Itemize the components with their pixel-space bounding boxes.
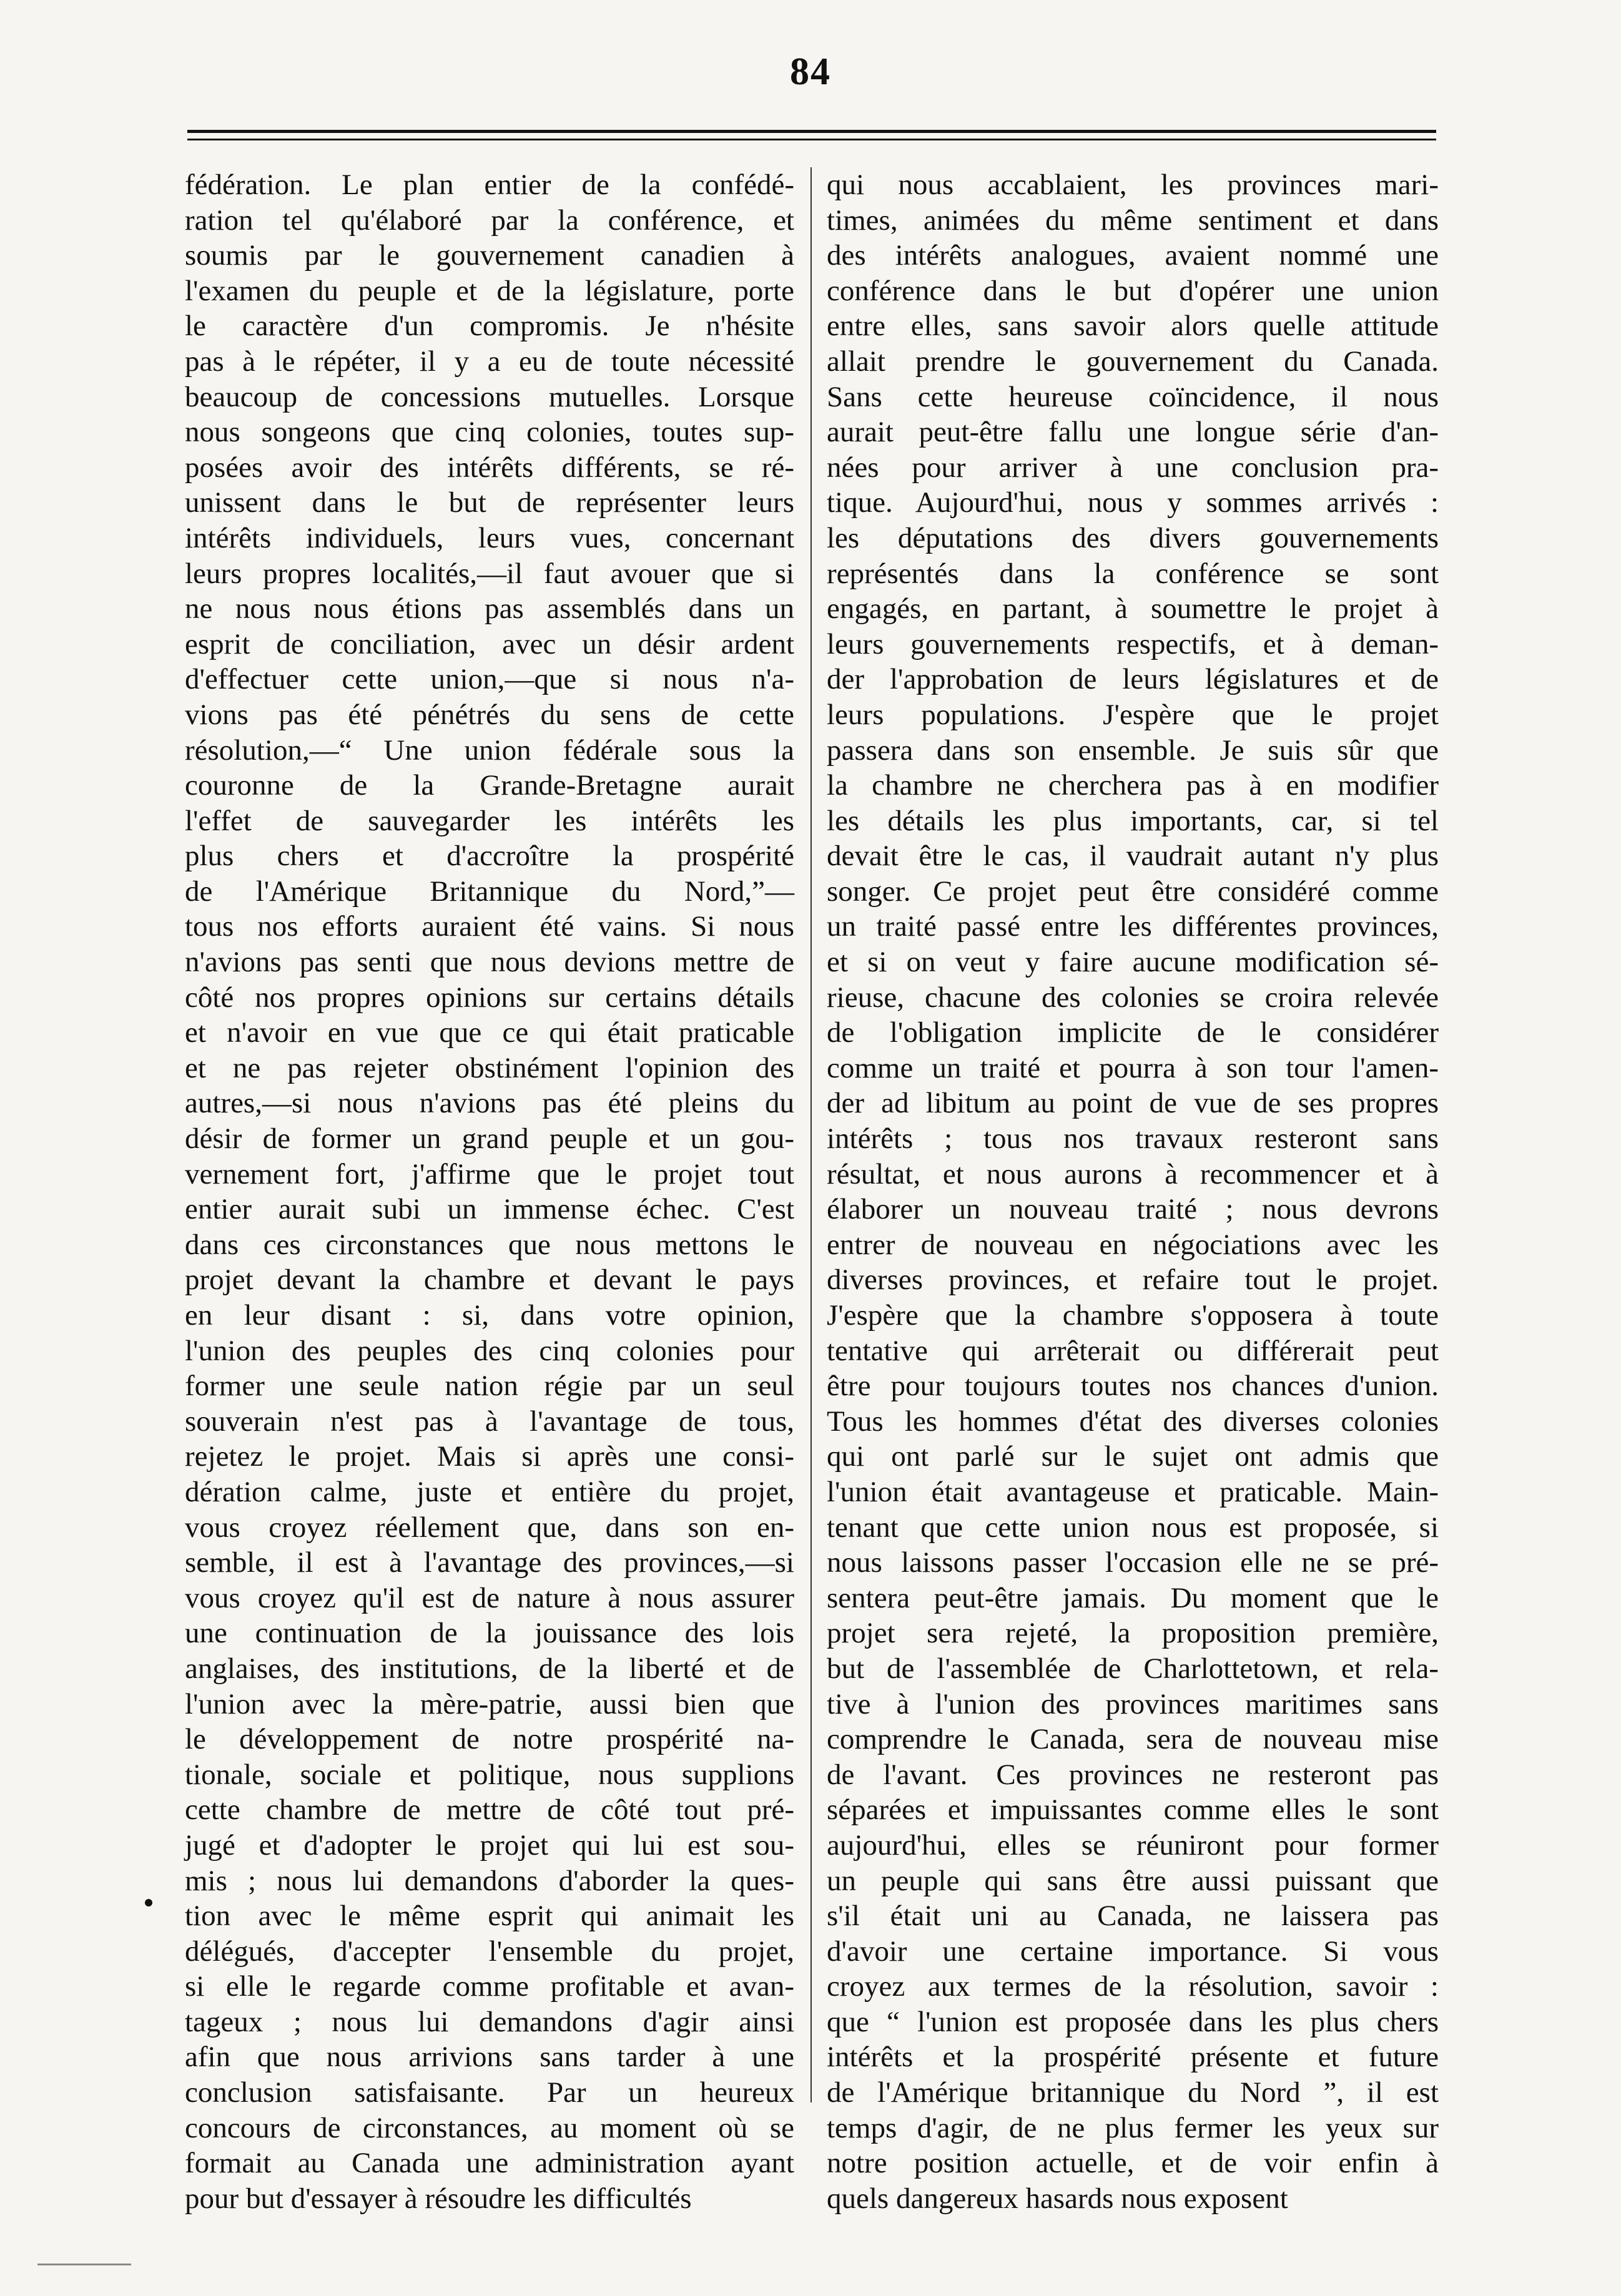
text-line: d'avoir une certaine importance. Si vous (827, 1935, 1439, 1968)
text-line: d'effectuer cette union,—que si nous n'a- (185, 663, 794, 696)
text-line: soumis par le gouvernement canadien à (185, 239, 794, 272)
text-line: qui ont parlé sur le sujet ont admis que (827, 1440, 1439, 1473)
text-line: mis ; nous lui demandons d'aborder la ques- (185, 1864, 794, 1897)
left-column (185, 167, 794, 2216)
text-line: représentés dans la conférence se sont (827, 557, 1439, 590)
text-line: leurs populations. J'espère que le projet (827, 698, 1439, 731)
text-line: aurait peut-être fallu une longue série d'an- (827, 416, 1439, 449)
text-line: une continuation de la jouissance des lois (185, 1617, 794, 1650)
text-line: tous nos efforts auraient été vains. Si nous (185, 910, 794, 943)
text-line: intérêts et la prospérité présente et future (827, 2041, 1439, 2074)
text-line: entier aurait subi un immense échec. C'est (185, 1193, 794, 1226)
text-line: allait prendre le gouvernement du Canada. (827, 345, 1439, 378)
text-line: croyez aux termes de la résolution, savoir : (827, 1970, 1439, 2003)
text-line: les députations des divers gouvernements (827, 521, 1439, 554)
text-line: anglaises, des institutions, de la liberté et de (185, 1652, 794, 1685)
text-line: l'union avec la mère-patrie, aussi bien que (185, 1687, 794, 1720)
text-line: de l'Amérique Britannique du Nord,”— (185, 875, 794, 908)
text-line: intérêts individuels, leurs vues, concernant (185, 521, 794, 554)
text-line: être pour toujours toutes nos chances d'union. (827, 1370, 1439, 1403)
text-line: en leur disant : si, dans votre opinion, (185, 1299, 794, 1332)
text-line: intérêts ; tous nos travaux resteront sans (827, 1122, 1439, 1155)
text-line: posées avoir des intérêts différents, se ré- (185, 451, 794, 484)
text-line: le caractère d'un compromis. Je n'hésite (185, 310, 794, 343)
text-line: tionale, sociale et politique, nous supplions (185, 1758, 794, 1791)
text-line: couronne de la Grande-Bretagne aurait (185, 769, 794, 802)
text-line: leurs propres localités,—il faut avouer que si (185, 557, 794, 590)
text-line: plus chers et d'accroître la prospérité (185, 840, 794, 873)
text-line: et n'avoir en vue que ce qui était praticable (185, 1016, 794, 1049)
text-line: si elle le regarde comme profitable et avan- (185, 1970, 794, 2003)
margin-bullet-mark (145, 1899, 152, 1906)
text-line: nous laissons passer l'occasion elle ne se pré- (827, 1546, 1439, 1579)
text-line: entre elles, sans savoir alors quelle attitude (827, 310, 1439, 343)
text-line: côté nos propres opinions sur certains détails (185, 981, 794, 1014)
text-line: ration tel qu'élaboré par la conférence, et (185, 204, 794, 237)
text-line: tion avec le même esprit qui animait les (185, 1900, 794, 1933)
text-line: J'espère que la chambre s'opposera à toute (827, 1299, 1439, 1332)
text-line: projet sera rejeté, la proposition première, (827, 1617, 1439, 1650)
text-line: cette chambre de mettre de côté tout pré- (185, 1793, 794, 1827)
text-line: temps d'agir, de ne plus fermer les yeux sur (827, 2111, 1439, 2144)
text-line: de l'Amérique britannique du Nord ”, il est (827, 2076, 1439, 2109)
text-line: ne nous nous étions pas assemblés dans un (185, 592, 794, 626)
text-line: nous songeons que cinq colonies, toutes sup- (185, 416, 794, 449)
text-line: élaborer un nouveau traité ; nous devrons (827, 1193, 1439, 1226)
text-line: Sans cette heureuse coïncidence, il nous (827, 380, 1439, 413)
text-line: but de l'assemblée de Charlottetown, et rela- (827, 1652, 1439, 1685)
text-line: der l'approbation de leurs législatures et de (827, 663, 1439, 696)
text-line: projet devant la chambre et devant le pays (185, 1263, 794, 1297)
text-line: désir de former un grand peuple et un gou- (185, 1122, 794, 1155)
text-line: délégués, d'accepter l'ensemble du projet, (185, 1935, 794, 1968)
text-line: vernement fort, j'affirme que le projet tout (185, 1157, 794, 1190)
text-line: tentative qui arrêterait ou différerait peut (827, 1334, 1439, 1367)
text-line: n'avions pas senti que nous devions mettre de (185, 946, 794, 979)
text-line: l'examen du peuple et de la législature, porte (185, 274, 794, 307)
text-line: diverses provinces, et refaire tout le projet. (827, 1263, 1439, 1297)
text-line: quels dangereux hasards nous exposent (827, 2182, 1288, 2215)
text-line: tageux ; nous lui demandons d'agir ainsi (185, 2005, 794, 2038)
text-line: autres,—si nous n'avions pas été pleins du (185, 1087, 794, 1120)
text-line: la chambre ne cherchera pas à en modifier (827, 769, 1439, 802)
right-column (827, 167, 1439, 2216)
text-line: dans ces circonstances que nous mettons le (185, 1228, 794, 1261)
text-line: der ad libitum au point de vue de ses propres (827, 1087, 1439, 1120)
text-line: les détails les plus importants, car, si tel (827, 804, 1439, 837)
text-line: Tous les hommes d'état des diverses colonies (827, 1405, 1439, 1438)
text-line: vous croyez qu'il est de nature à nous assurer (185, 1581, 794, 1614)
text-line: rieuse, chacune des colonies se croira relevée (827, 981, 1439, 1014)
text-line: un peuple qui sans être aussi puissant que (827, 1864, 1439, 1897)
text-line: que “ l'union est proposée dans les plus chers (827, 2005, 1439, 2038)
text-line: séparées et impuissantes comme elles le sont (827, 1793, 1439, 1827)
header-rule-thick (187, 130, 1436, 133)
text-line: résultat, et nous aurons à recommencer et à (827, 1157, 1439, 1190)
text-line: pour but d'essayer à résoudre les difficultés (185, 2182, 692, 2215)
text-line: engagés, en partant, à soumettre le projet à (827, 592, 1439, 626)
text-line: entrer de nouveau en négociations avec les (827, 1228, 1439, 1261)
text-line: aujourd'hui, elles se réuniront pour former (827, 1828, 1439, 1862)
text-line: passera dans son ensemble. Je suis sûr que (827, 733, 1439, 767)
text-line: semble, il est à l'avantage des provinces,—si (185, 1546, 794, 1579)
text-line: le développement de notre prospérité na- (185, 1723, 794, 1756)
text-line: résolution,—“ Une union fédérale sous la (185, 733, 794, 767)
text-line: de l'obligation implicite de le considérer (827, 1016, 1439, 1049)
text-line: former une seule nation régie par un seul (185, 1370, 794, 1403)
footer-rule (37, 2264, 131, 2265)
text-line: dération calme, juste et entière du projet, (185, 1475, 794, 1508)
text-line: l'union des peuples des cinq colonies pour (185, 1334, 794, 1367)
text-line: comme un traité et pourra à son tour l'amen- (827, 1051, 1439, 1084)
text-line: tenant que cette union nous est proposée, si (827, 1511, 1439, 1544)
text-line: songer. Ce projet peut être considéré comme (827, 875, 1439, 908)
text-line: tive à l'union des provinces maritimes sans (827, 1687, 1439, 1720)
text-line: nées pour arriver à une conclusion pra- (827, 451, 1439, 484)
text-line: unissent dans le but de représenter leurs (185, 486, 794, 519)
text-line: conclusion satisfaisante. Par un heureux (185, 2076, 794, 2109)
header-rule-thin (187, 139, 1436, 140)
text-line: l'union était avantageuse et praticable. Main- (827, 1475, 1439, 1508)
text-line: rejetez le projet. Mais si après une consi- (185, 1440, 794, 1473)
page-number: 84 (790, 51, 831, 93)
text-line: formait au Canada une administration ayant (185, 2147, 794, 2180)
text-line: et si on veut y faire aucune modification sé- (827, 946, 1439, 979)
text-line: sentera peut-être jamais. Du moment que le (827, 1581, 1439, 1614)
text-line: qui nous accablaient, les provinces mari- (827, 169, 1439, 201)
text-line: devait être le cas, il vaudrait autant n'y plus (827, 840, 1439, 873)
text-line: concours de circonstances, au moment où se (185, 2111, 794, 2144)
text-line: afin que nous arrivions sans tarder à une (185, 2041, 794, 2074)
text-line: vous croyez réellement que, dans son en- (185, 1511, 794, 1544)
text-line: beaucoup de concessions mutuelles. Lorsque (185, 380, 794, 413)
text-line: l'effet de sauvegarder les intérêts les (185, 804, 794, 837)
text-line: tique. Aujourd'hui, nous y sommes arrivés : (827, 486, 1439, 519)
column-divider (810, 167, 812, 2102)
text-line: et ne pas rejeter obstinément l'opinion des (185, 1051, 794, 1084)
text-line: times, animées du même sentiment et dans (827, 204, 1439, 237)
text-line: de l'avant. Ces provinces ne resteront pas (827, 1758, 1439, 1791)
text-line: comprendre le Canada, sera de nouveau mise (827, 1723, 1439, 1756)
text-line: leurs gouvernements respectifs, et à deman- (827, 627, 1439, 660)
text-line: vions pas été pénétrés du sens de cette (185, 698, 794, 731)
text-line: des intérêts analogues, avaient nommé une (827, 239, 1439, 272)
text-line: pas à le répéter, il y a eu de toute nécessité (185, 345, 794, 378)
text-line: jugé et d'adopter le projet qui lui est sou- (185, 1828, 794, 1862)
text-line: fédération. Le plan entier de la confédé- (185, 169, 794, 201)
text-line: esprit de conciliation, avec un désir ardent (185, 627, 794, 660)
text-line: souverain n'est pas à l'avantage de tous, (185, 1405, 794, 1438)
text-line: s'il était uni au Canada, ne laissera pas (827, 1900, 1439, 1933)
text-line: notre position actuelle, et de voir enfin à (827, 2147, 1439, 2180)
text-line: un traité passé entre les différentes provinces, (827, 910, 1439, 943)
text-line: conférence dans le but d'opérer une union (827, 274, 1439, 307)
